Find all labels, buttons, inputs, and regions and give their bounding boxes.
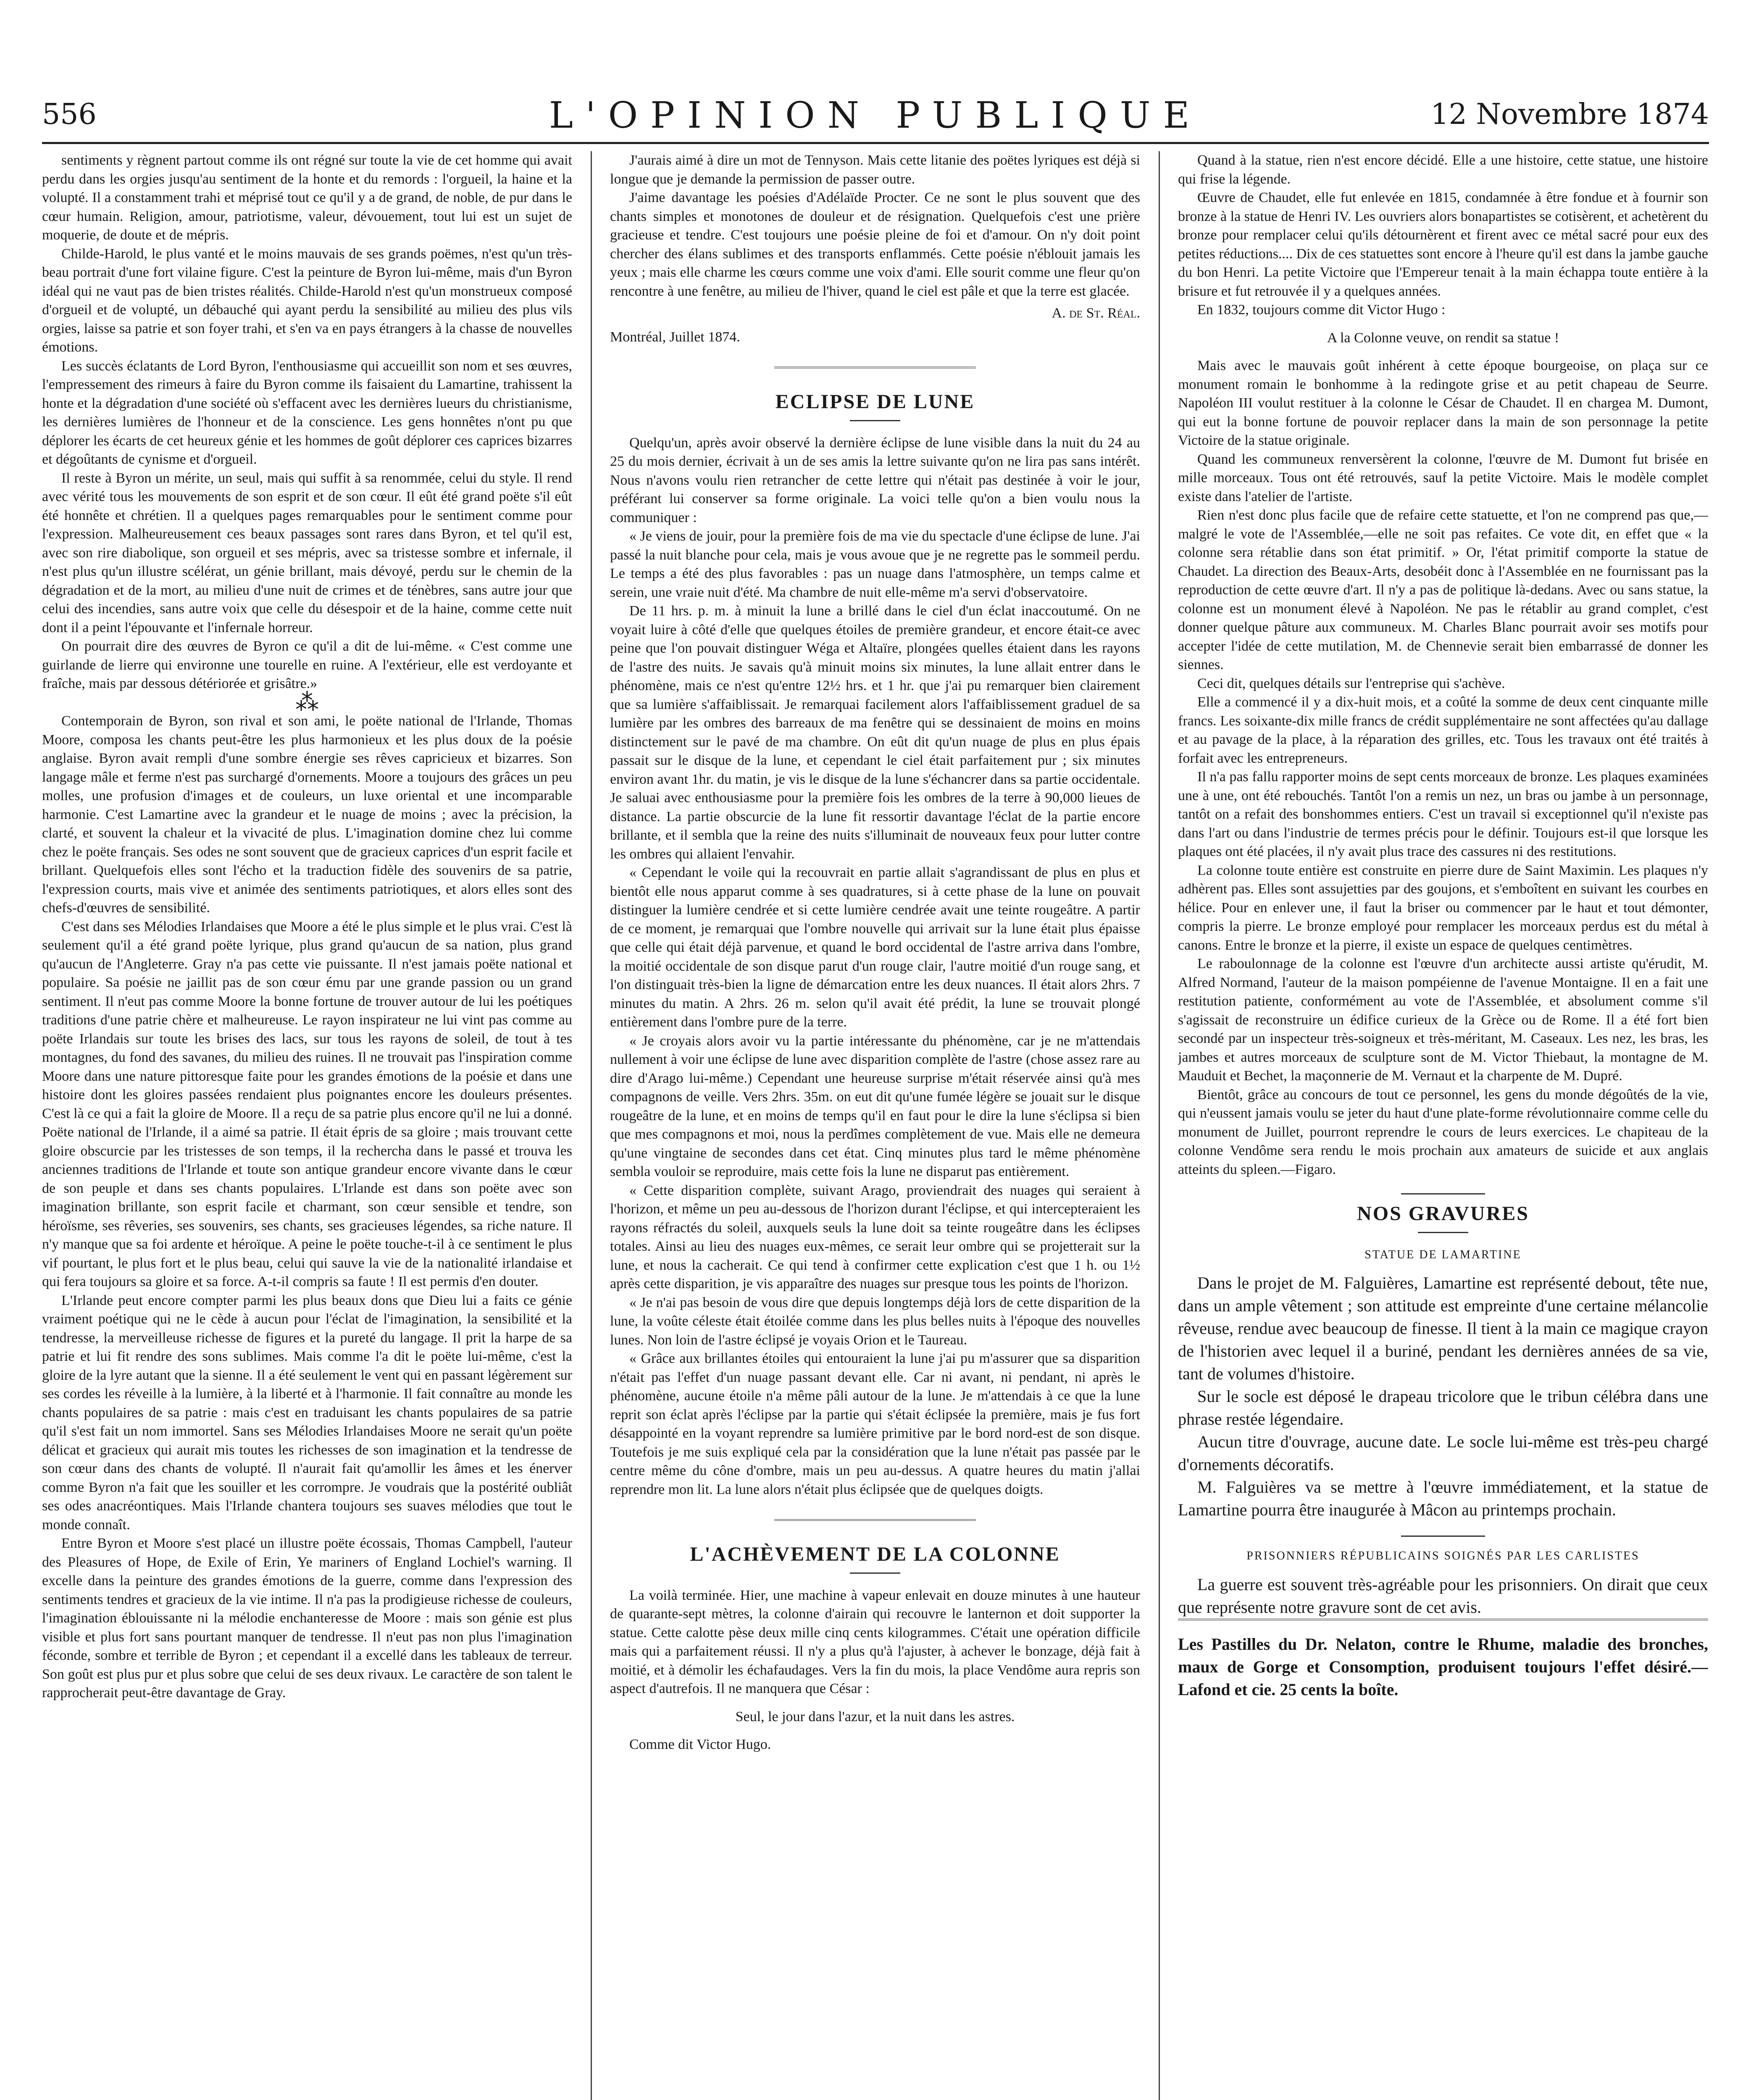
paragraph: De 11 hrs. p. m. à minuit la lune a brillé dans le ciel d'un éclat inaccoutumé. On ne voyait luire à côté d'elle que quelques étoiles de première grandeur, et encore était-ce avec peine que l'on pouvait distinguer Wéga et Altaïre, plongées quelles étaient dans les rayons de l'astre des nuits. Je savais qu'à minuit moins six minutes, la lune allait entrer dans le phénomène, mais ce n'est qu'entre 12½ hrs. et 1 hr. que j'ai pu remarquer bien clairement que sa lumière s'affaiblissait. Je remarquai facilement alors l'affaiblissement graduel de sa lumière par les ombres des barreaux de ma fenêtre qui se dessinaient de moins en moins distinctement sur le pavé de ma chambre. On eût dit qu'un nuage de plus en plus épais passait sur le disque de la lune, et cependant le ciel était parfaitement pur ; six minutes environ avant 1hr. du matin, je vis le disque de la lune s'échancrer dans sa partie occidentale. Je saluai avec enthousiasme pour la première fois les ombres de la terre à 90,000 lieues de distance. La partie obscurcie de la lune fit ressortir davantage l'éclat de la partie encore brillante, et il sembla que la reine des nuits s'illuminait de nouveaux feux pour lutter contre les ombres qui allaient l'envahir. [610,603,1140,862]
gravures-section [1178,1573,1708,1619]
paragraph: C'est dans ses Mélodies Irlandaises que Moore a été le plus simple et le plus vrai. C'est là seulement qu'il a été grand poëte lyrique, plus grand qu'aucun de sa nation, plus grand qu'aucun de l'Angleterre. Gray n'a pas cette vie puissante. Il n'est jamais poëte national et populaire. Sa poésie ne jaillit pas de son cœur ému par une grande passion ou un grand sentiment. Il n'eut pas comme Moore la bonne fortune de trouver autour de lui les poétiques traditions d'une patrie chère et malheureuse. Le rayon inspirateur ne lui vint pas comme au poëte Irlandais sur toute les brises des lacs, sur tous les rayons de soleil, de tout à tes montagnes, du fond des savanes, du milieu des ruines. Il ne trouvait pas l'inspiration comme Moore dans une nature pittoresque faite pour les grandes émotions de la poésie et dans une histoire dont les gloires passées rendaient plus poignantes encore les douleurs présentes. C'est là ce qui a fait la gloire de Moore. Il a reçu de sa patrie plus encore qu'il ne lui a donné. Poëte national de l'Irlande, il a aimé sa patrie. Il était épris de sa gloire ; mais trouvant cette gloire obscurcie par les tristesses de son temps, il la rechercha dans le passé et trouva les anciennes traditions de l'Irlande et toute son antique grandeur encore vivante dans le cœur de son peuple et dans ses chants populaires. L'Irlande est dans son poëte avec son imagination brillante, son esprit facile et charmant, son cœur sensible et tendre, son héroïsme, ses rêveries, ses souvenirs, ses chants, ses gracieuses légendes, sa riche nature. Il n'y manque que sa foi ardente et héroïque. A peine le poëte touche-t-il à ce sentiment le plus vif pourtant, le plus fort et le plus beau, celui qui sauve la vie de la nationalité irlandaise et qui fera toujours sa gloire et sa force. A-t-il compris sa faute ! Il est permis d'en douter. [42,919,572,1289]
header-rule [42,142,1709,144]
page-header [42,94,1709,141]
article-heading-colonne: L'ACHÈVEMENT DE LA COLONNE [690,1543,1060,1565]
section-divider [774,1519,976,1525]
page-number: 556 [42,98,97,131]
paragraph: Mais avec le mauvais goût inhérent à cette époque bourgeoise, on plaça sur ce monument romain le bonhomme à la redingote grise et au petit chapeau de Seurre. Napoléon III voulut restituer à la colonne le César de Chaudet. Il en chargea M. Dumont, qui eut la bonne fortune de pouvoir replacer dans la main de son personnage la petite Victoire de la statue originale. [1178,358,1708,448]
subheading-prisonniers: PRISONNIERS RÉPUBLICAINS SOIGNÉS PAR LES CARLISTES [1246,1549,1640,1562]
paragraph: Dans le projet de M. Falguières, Lamartine est représenté debout, tête nue, dans un ample vêtement ; son attitude est empreinte d'une certaine mélancolie rêveuse, rendue avec beaucoup de finesse. Il tient à la main ce magique crayon de l'historien avec lequel il a buriné, pendant les dernières années de sa vie, tant de volumes d'histoire. [1178,1273,1708,1383]
paragraph: « Cette disparition complète, suivant Arago, proviendrait des nuages qui seraient à l'horizon, et même un peu au-dessous de l'horizon durant l'éclipse, et qui intercepteraient les rayons réfractés du soleil, auxquels seuls la lune doit sa teinte rougeâtre dans les éclipses totales. Ainsi au lieu des nuages eux-mêmes, ce serait leur ombre qui se projetterait sur la lune, et nous la cacherait. Ce qui tend à confirmer cette explication c'est que 1 h. ou 1½ après cette disparition, je vis apparaître des nuages sur presque tous les points de l'horizon. [610,1182,1140,1292]
paragraph: Comme dit Victor Hugo. [629,1737,771,1752]
paragraph: Contemporain de Byron, son rival et son ami, le poëte national de l'Irlande, Thomas Moore, composa les chants peut-être les plus harmonieux et les plus doux de la poésie anglaise. Byron avait rempli d'une sombre énergie ses rêves capricieux et bizarres. Son langage mâle et ferme n'est pas surchargé d'ornements. Moore a toujours des grâces un peu molles, une profusion d'images et de couleurs, un luxe oriental et une incomparable harmonie. C'est Lamartine avec la grandeur et le nuage de moins ; avec la précision, la clarté, et souvent la chaleur et la vivacité de plus. L'imagination domine chez lui comme chez le poëte français. Ses odes ne sont souvent que de gracieux caprices d'un esprit facile et brillant. Quelquefois elles sont l'écho et la traduction fidèle des souvenirs de sa patrie, l'expression courts, mais vive et animée des sentiments patriotiques, et alors elles sont des chefs-d'œuvres de sensibilité. [42,713,572,916]
column-3 [1178,151,1708,2100]
paragraph: Rien n'est donc plus facile que de refaire cette statuette, et l'on ne comprend pas que,—malgré le vote de l'Assemblée,—elle ne soit pas refaites. Ce vote dit, en effet que « la colonne sera rétablie dans son état primitif. » Or, l'état primitif comporte la statue de Chaudet. La direction des Beaux-Arts, desobéit donc à l'Assemblée en ne fournissant pas la reproduction de cette œuvre d'art. Il n'y a pas de politique là-dedans. Avec ou sans statue, la colonne est un monument élevé à Napoléon. Ne pas le rétablir au grand complet, c'est donner quelque pâture aux communeux. M. Charles Blanc pourrait avoir ses motifs pour accepter l'idée de cette mutilation, M. de Chennevie serait bien embarrassé de donner les siennes. [1178,507,1708,672]
heading-rule [850,1572,900,1574]
verse-quote: Seul, le jour dans l'azur, et la nuit dans les astres. [735,1709,1015,1725]
article-dateline: Montréal, Juillet 1874. [610,329,740,345]
paragraph: Œuvre de Chaudet, elle fut enlevée en 1815, condamnée à être fondue et à fournir son bronze à la statue de Henri IV. Les ouvriers alors bonapartistes se cotisèrent, et achetèrent du bronze pour remplacer celui qu'ils détournèrent et firent avec ce métal sacré pour eux des petites réductions.... Dix de ces statuettes sont encore à l'heure qu'il est dans la jambe gauche du bon Henri. La petite Victoire que l'Empereur tenait à la main échappa toute entière à la brisure et fut retrouvée il y a quelques années. [1178,190,1708,299]
paragraph: « Je viens de jouir, pour la première fois de ma vie du spectacle d'une éclipse de lune. J'ai passé la nuit blanche pour cela, mais je vous avoue que je ne regrette pas le sommeil perdu. Le temps a été des plus favorables : pas un nuage dans l'atmosphère, un temps calme et serein, une vraie nuit d'été. Ma chambre de nuit elle-même m'a servi d'observatoire. [610,528,1140,600]
section-divider [1401,1193,1485,1194]
paragraph: Le raboulonnage de la colonne est l'œuvre d'un architecte aussi artiste qu'érudit, M. Alfred Normand, l'auteur de la maison pompéienne de l'avenue Montaigne. Il en a fait une restitution patiente, conformément au vote de l'Assemblée, et absolument comme s'il s'agissait de reconstruire un édifice curieux de la Grèce ou de Rome. Il a été fort bien secondé par un inspecteur très-soigneux et très-méritant, M. Caseaux. Les nez, les bras, les jambes et autres morceaux de sculpture sont de M. Victor Thiebaut, la montagne de M. Mauduit et Bechet, la maçonnerie de M. Vernaut et la charpente de M. Dupré. [1178,956,1708,1084]
heading-rule [850,420,900,421]
paragraph: La guerre est souvent très-agréable pour les prisonniers. On dirait que ceux que représente notre gravure sont de cet avis. [1178,1575,1708,1617]
paragraph: Bientôt, grâce au concours de tout ce personnel, les gens du monde dégoûtés de la vie, qui n'eussent jamais voulu se jeter du haut d'une plate-forme révolutionnaire comme celle du monument de Juillet, pourront reprendre le cours de leurs exercices. Le chapiteau de la colonne Vendôme sera rendu le mois prochain aux amateurs de suicide et aux anglais atteints du spleen.—Figaro. [1178,1087,1708,1177]
paragraph: « Je croyais alors avoir vu la partie intéressante du phénomène, car je ne m'attendais nullement à voir une éclipse de lune avec disparition complète de l'astre (chose assez rare au dire d'Arago lui-même.) Cependant une heureuse surprise m'était réservée ainsi qu'à mes compagnons de veille. Vers 2hrs. 35m. on eut dit qu'une fumée légère se jouait sur le disque rougeâtre de la lune, et en moins de temps qu'il en faut pour le dire la lune s'éclipsa si bien que mes compagnons et moi, nous la perdîmes complètement de vue. Mais elle ne demeura qu'une vingtaine de secondes dans cet état. Cinq minutes plus tard le même phénomène sembla vouloir se reproduire, mais cette fois la lune ne disparut pas entièrement. [610,1033,1140,1179]
paragraph: Il reste à Byron un mérite, un seul, mais qui suffit à sa renommée, celui du style. Il rend avec vérité tous les mouvements de son esprit et de son cœur. Il eût été grand poëte s'il eût été honnête et chrétien. Il a quelques pages remarquables pour le sentiment comme pour l'expression. Malheureusement ces beaux passages sont rares dans Byron, et tel qu'il est, avec son rire diabolique, son orgueil et ses mépris, avec sa tristesse sombre et infernale, il n'est plus qu'un illustre scélérat, un génie brillant, mais dévoyé, perdu sur le chemin de la dégradation et de la mort, au milieu d'une nuit de crimes et de ténèbres, sans autre jour que celui des incendies, sans autre voix que celle du désespoir et de la haine, comme cette nuit dont il a peint l'épouvante et l'infernale horreur. [42,470,572,635]
gravures-section [1178,1272,1708,1521]
paragraph: « Grâce aux brillantes étoiles qui entouraient la lune j'ai pu m'assurer que sa disparition n'était pas l'effet d'un nuage passant devant elle. Car ni avant, ni pendant, ni après le phénomène, aucune étoile n'a même pâli autour de la lune. Je m'attendais à ce que la lune reprit son éclat après l'éclipse par la partie qui s'était éclipsée la première, mais je fus fort désappointé en la voyant reprendre sa lumière primitive par le bord nord-est de son disque. Toutefois je me suis expliqué cela par la considération que la lune n'était pas passée par le centre même du cône d'ombre, mais un peu au-dessus. A quatre heures du matin j'allai reprendre mon lit. La lune alors n'était plus éclipsée que de quelques doigts. [610,1351,1140,1497]
paragraph: Quelqu'un, après avoir observé la dernière éclipse de lune visible dans la nuit du 24 au 25 du mois dernier, écrivait à un de ses amis la lettre suivante qu'on ne lira pas sans intérêt. Nous n'avons voulu rien retrancher de cette lettre qui n'était pas destinée à voir le jour, préférant lui conserver sa forme originale. La voici telle qu'on a bien voulu nous la communiquer : [610,435,1140,525]
article-heading-eclipse: ECLIPSE DE LUNE [775,391,975,413]
paragraph: On pourrait dire des œuvres de Byron ce qu'il a dit de lui-même. « C'est comme une guirlande de lierre qui environne une tourelle en ruine. A l'extérieur, elle est verdoyante et fraîche, mais par dessous détériorée et grisâtre.» [42,638,572,691]
paragraph: En 1832, toujours comme dit Victor Hugo : [1197,302,1446,318]
journal-title: L'OPINION PUBLIQUE [549,94,1202,136]
paragraph: « Je n'ai pas besoin de vous dire que depuis longtemps déjà lors de cette disparition de la lune, la voûte céleste était étoilée comme dans les plus belles nuits à l'époque des nouvelles lunes. Non loin de l'astre éclipsé je voyais Orion et le Taureau. [610,1294,1140,1348]
paragraph: M. Falguières va se mettre à l'œuvre immédiatement, et la statue de Lamartine pourra être inaugurée à Mâcon au printemps prochain. [1178,1478,1708,1519]
section-asterism: ⁂ [295,689,319,716]
paragraph: Elle a commencé il y a dix-huit mois, et a coûté la somme de deux cent cinquante mille francs. Les soixante-dix mille francs de crédit supplémentaire ne sont affectées qu'au dallage et au pavage de la place, à la réparation des grilles, etc. Tous les travaux ont été traités à forfait avec les entrepreneurs. [1178,694,1708,766]
article-signature: A. de St. Réal. [1052,305,1140,321]
subheading-lamartine: STATUE DE LAMARTINE [1365,1248,1522,1261]
column-separator [591,151,592,2100]
verse-quote: A la Colonne veuve, on rendit sa statue ! [1327,330,1559,346]
paragraph: Les succès éclatants de Lord Byron, l'enthousiasme qui accueillit son nom et ses œuvres, l'empressement des rimeurs à faire du Byron comme ils faisaient du Lamartine, trahissent la honte et la dégradation d'une société où s'effacent avec les dernières lueurs du christianisme, les dernières lumières de l'honneur et de la conscience. Les gens honnêtes n'ont pu que déplorer les écarts de cet heureux génie et les hommes de goût déplorer ces caprices bizarres et dégoûtants de cynisme et d'orgueil. [42,358,572,467]
paragraph: J'aurais aimé à dire un mot de Tennyson. Mais cette litanie des poëtes lyriques est déjà si longue que je demande la permission de passer outre. [610,152,1140,187]
paragraph: Quand à la statue, rien n'est encore décidé. Elle a une histoire, cette statue, une histoire qui frise la légende. [1178,152,1708,187]
issue-date: 12 Novembre 1874 [1430,98,1709,131]
paragraph: Entre Byron et Moore s'est placé un illustre poëte écossais, Thomas Campbell, l'auteur des Pleasures of Hope, de Exile of Erin, Ye mariners of England Lochiel's warning. Il excelle dans la peinture des grandes émotions de la guerre, comme dans l'expression des sentiments tendres et gracieux de la vie intime. Il n'a pas la prodigieuse richesse de couleurs, l'imagination éblouissante ni la mélodie enchanteresse de Moore : mais son génie est plus visible et plus fort sans pourtant manquer de tendresse. Il n'eut pas non plus l'imagination féconde, sombre et terrible de Byron ; et cependant il a excellé dans les tableaux de terreur. Son goût est plus pur et plus sobre que celui de ses deux rivaux. Le caractère de son talent le rapprocherait peut-être davantage de Gray. [42,1536,572,1701]
article-heading-gravures: NOS GRAVURES [1357,1202,1529,1225]
paragraph: L'Irlande peut encore compter parmi les plus beaux dons que Dieu lui a faits ce génie vraiment poétique qui ne le cède à aucun pour l'éclat de l'imagination, la sensibilité et la tendresse, la merveilleuse richesse de figures et la pureté du langage. Il prit la harpe de sa patrie et lui fit rendre des sons sublimes. Mais comme l'a dit le poëte lui-même, c'est la gloire de la lyre autant que la sienne. Il a été seulement le vent qui en passant légèrement sur ses cordes les réveille à la lumière, à la liberté et à l'harmonie. Il fait connaître au monde les chants populaires de sa patrie : mais c'est en traduisant les chants populaires de sa patrie qu'il s'est fait un nom immortel. Sans ses Mélodies Irlandaises Moore ne serait qu'un poëte délicat et gracieux qui aurait mis toutes les richesses de son imagination et la tendresse de son cœur dans des chants de volupté. Il n'aurait fait qu'amollir les âmes et les énerver comme Byron n'a fait que les souiller et les corrompre. Je voudrais que la postérité oubliât ses odes anacréontiques. Mais l'Irlande chantera toujours ses suaves mélodies que tout le monde connaît. [42,1292,572,1533]
paragraph: La voilà terminée. Hier, une machine à vapeur enlevait en douze minutes à une hauteur de quarante-sept mètres, la colonne d'airain qui recouvre le lanternon et doit supporter la statue. Cette calotte pèse deux mille cinq cents kilogrammes. C'était une opération difficile mais qui a parfaitement réussi. Il n'y a plus qu'à l'ajuster, à achever le bonzage, déjà fait à moitié, et à démolir les échafaudages. Vers la fin du mois, la place Vendôme aura repris son aspect d'autrefois. Il ne manquera que César : [610,1587,1140,1696]
paragraph: Il n'a pas fallu rapporter moins de sept cents morceaux de bronze. Les plaques examinées une à une, ont été rebouchés. Tantôt l'on a remis un nez, un bras ou jambe à un personnage, tantôt on a refait des bonshommes entiers. C'est un travail si exceptionnel qu'il n'existe pas dans l'art ou dans l'industrie de termes précis pour le définir. Toujours est-il que lorsque les plaques ont été placées, il n'y avait plus trace des cassures ni des restitutions. [1178,769,1708,859]
column-1 [42,151,572,2100]
paragraph: La colonne toute entière est construite en pierre dure de Saint Maximin. Les plaques n'y adhèrent pas. Elles sont assujetties par des goujons, et s'emboîtent en suivant les courbes en hélice. Pour en enlever une, il faut la briser ou commencer par le haut et tout démonter, compris la pierre. Le bronze employé pour remplacer les morceaux perdus est du métal à canons. Entre le bronze et la pierre, il existe un espace de quelques centimètres. [1178,862,1708,953]
paragraph: Childe-Harold, le plus vanté et le moins mauvais de ses grands poëmes, n'est qu'un très-beau portrait d'une fort vilaine figure. C'est la peinture de Byron lui-même, mais d'un Byron idéal qui ne vaut pas de bien tristes réalités. Childe-Harold n'est qu'un monstrueux composé d'orgueil et de volupté, un débauché qui ayant perdu la sensibilité au milieu des plus vils orgies, laisse sa patrie et son foyer trahi, et s'en va en pays étrangers à la chasse de nouvelles émotions. [42,246,572,355]
paragraph: sentiments y règnent partout comme ils ont régné sur toute la vie de cet homme qui avait perdu dans les orgies jusqu'au sentiment de la honte et du remords : l'orgueil, la haine et la volupté. Il a constamment trahi et méprisé tout ce qu'il y a de grand, de noble, de pur dans le cœur humain. Religion, amour, patriotisme, valeur, dévouement, tout lui est un sujet de moquerie, de doute et de mépris. [42,152,572,243]
paragraph: Quand les communeux renversèrent la colonne, l'œuvre de M. Dumont fut brisée en mille morceaux. Tous ont été retrouvés, sauf la petite Victoire. Mais le modèle complet existe dans l'atelier de l'artiste. [1178,451,1708,504]
section-divider [774,367,976,373]
paragraph: Sur le socle est déposé le drapeau tricolore que le tribun célébra dans une phrase restée légendaire. [1178,1387,1708,1428]
advertisement: Les Pastilles du Dr. Nelaton, contre le Rhume, maladie des bronches, maux de Gorge et Consomption, produisent toujours l'effet désiré.—Lafond et cie. 25 cents la boîte. [1178,1619,1708,1701]
paragraph: Aucun titre d'ouvrage, aucune date. Le socle lui-même est très-peu chargé d'ornements décoratifs. [1178,1432,1708,1474]
section-divider [1401,1536,1485,1537]
paragraph: J'aime davantage les poésies d'Adélaïde Procter. Ce ne sont le plus souvent que des chants simples et monotones de douleur et de résignation. Quelquefois c'est une prière gracieuse et tendre. C'est toujours une poésie pleine de foi et d'amour. On n'y doit point chercher des élans sublimes et des transports enflammés. Cette poésie n'éblouit jamais les yeux ; mais elle charme les cœurs comme une voix d'ami. Elle sourit comme une fleur qu'on rencontre à une fenêtre, au milieu de l'hiver, quand le ciel est pâle et que la terre est glacée. [610,190,1140,299]
heading-rule [1418,1232,1468,1233]
column-2 [610,151,1140,2100]
paragraph: « Cependant le voile qui la recouvrait en partie allait s'agrandissant de plus en plus et bientôt elle nous apparut comme à ses quadratures, si à cette phase de la lune on pouvait distinguer la lumière cendrée et si cette lumière cendrée avait une teinte rougeâtre. A partir de ce moment, je remarquai que l'ombre nouvelle qui arrivait sur la lune était plus épaisse que celle qui était déjà parvenue, et quand le bord occidental de l'astre arriva dans l'ombre, la moitié occidentale de son disque parut d'un rouge clair, l'autre moitié d'un rouge sang, et l'on distinguait très-bien la ligne de démarcation entre les deux nuances. Il était alors 2hrs. 7 minutes du matin. A 2hrs. 26 m. selon qu'il avait été prédit, la lune se trouvait plongé entièrement dans l'ombre pure de la terre. [610,865,1140,1030]
paragraph: Ceci dit, quelques détails sur l'entreprise qui s'achève. [1197,675,1505,691]
column-separator [1159,151,1160,2100]
